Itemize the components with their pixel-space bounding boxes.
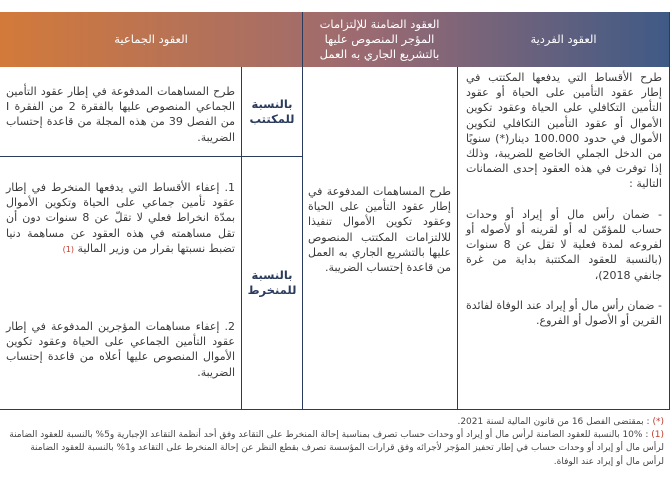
footnotes — [8, 416, 664, 469]
footnote-one-marker: (1) — [651, 430, 664, 441]
label-insured: بالنسبة للمنخرط — [247, 268, 297, 297]
group-insured-item-1: 1. إعفاء الأقساط التي يدفعها المنخرط في إطار عقود تأمين جماعي على الحياة وتكوين الأموال بمدّة انخراط فعلي لا تقلّ عن 8 سنوات دون أن تقل مساهمته في هذه العقود عن مساهمة دنيا تضبط نسبتها بقرار من وزير المالية (1) — [6, 181, 236, 255]
divider-col-2 — [302, 12, 303, 410]
label-employee: بالنسبة للمكتتب — [249, 97, 295, 126]
footnote-star-text: : بمقتضى الفصل 16 من قانون المالية لسنة 2021. — [457, 417, 650, 427]
footnote-star-marker: (*) — [652, 417, 664, 427]
individual-contracts-text: طرح الأقساط التي يدفعها المكتتب في إطار عقود التأمين على الحياة أو عقود التأمين التكافلي على الحياة وعقود تكوين الأموال أو عقود التأمين التكافلي لتكوين الأموال في حدود 100.000 دينار(*) سنويًا من الدخل الجملي الخاضع للضريبة، وذلك إذا توفرت في هذه العقود إحدى الضمانات التالية : - ضمان رأس مال أو إيراد أو وحدات حساب للمؤمّن له أو لقرينه أو لأصوله أو لفروعه لمدة فعلية لا تقل عن 8 سنوات (بالنسبة للعقود المكتتبة بداية من غرة جانفي 2018)، - ضمان رأس مال أو إيراد عند الوفاة لفائدة القرين أو الأصول أو الفروع. — [466, 71, 663, 328]
tax-benefits-table — [0, 12, 670, 410]
header-guaranteed: العقود الضامنة للإلتزامات المؤجر المنصوص عليها بالتشريع الجاري به العمل — [319, 17, 440, 61]
header-individual: العقود الفردية — [530, 32, 597, 46]
group-employee-text: طرح المساهمات المدفوعة في إطار عقود التأمين الجماعي المنصوص عليها بالفقرة 2 من الفقرة I من الفصل 39 من هذه المجلة من قاعدة إحتساب الضريبة. — [6, 85, 236, 144]
footnote-one — [8, 429, 664, 469]
divider-col-1 — [457, 67, 458, 410]
footnote-one-text: : 10% بالنسبة للعقود الضامنة لرأس مال أو إيراد أو وحدات حساب تصرف بمناسبة إحالة المنخرط على التقاعد وفق أحد أنظمة التقاعد الإجبارية و5% بالنسبة للعقود الضامنة لرأس مال أو إيراد أو وحدات حساب في إطار تحفيز المؤجر لأجرائه وفق قرارات المؤسسة تصرف بقطع النظر عن إحالة المنخرط على التقاعد و1% بالنسبة للعقود الضامنة لرأس مال أو إيراد عند الوفاة. — [9, 430, 664, 467]
border-bottom — [0, 409, 670, 410]
guaranteed-contracts-text: طرح المساهمات المدفوعة في إطار عقود التأمين على الحياة وعقود تكوين الأموال تنفيذا للالتزامات المكتتب المنصوص عليها بالتشريع الجاري به العمل من قاعدة إحتساب الضريبة. — [308, 185, 451, 275]
footnote-star — [8, 416, 664, 429]
footnote-ref-1: (1) — [62, 244, 74, 254]
header-group: العقود الجماعية — [114, 32, 188, 46]
group-insured-item-2: 2. إعفاء مساهمات المؤجرين المدفوعة في إطار عقود التأمين الجماعي على الحياة وعقود تكوين الأموال المنصوص عليها أعلاه من قاعدة إحتساب الضريبة. — [6, 320, 235, 379]
